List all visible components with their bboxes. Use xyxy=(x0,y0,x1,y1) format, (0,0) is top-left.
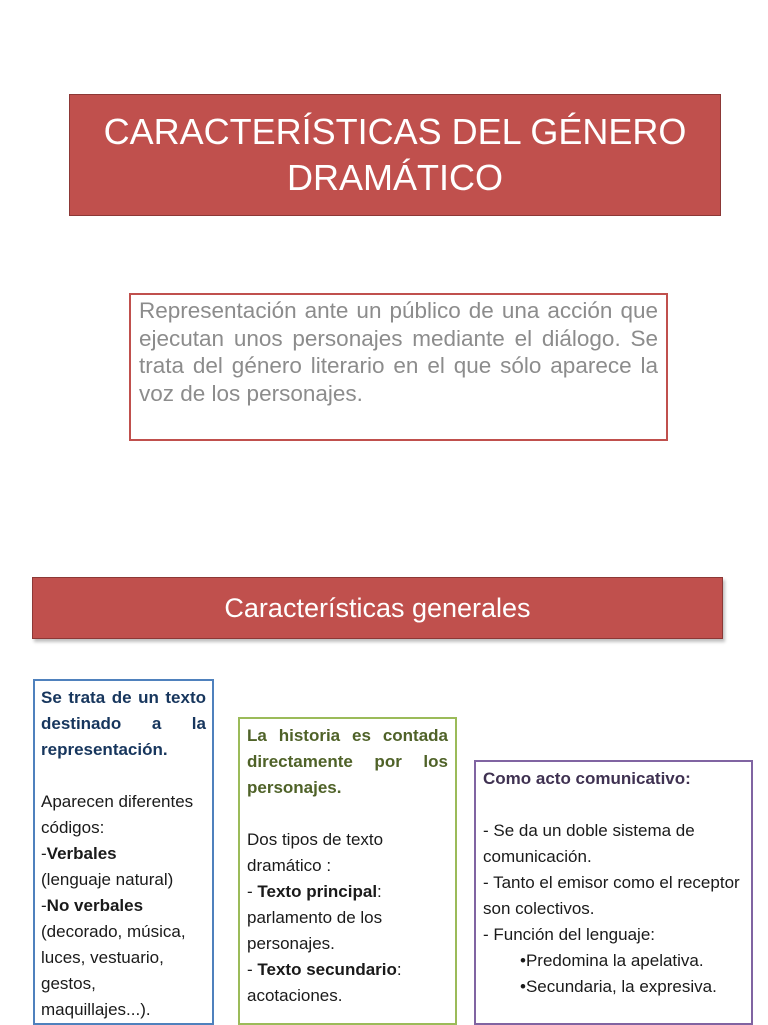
card-characters xyxy=(238,717,457,1025)
card-characters-heading: La historia es contada directamente por los personajes. xyxy=(247,726,448,797)
card-representation xyxy=(33,679,214,1025)
definition-box xyxy=(129,293,668,441)
verbal-line xyxy=(41,841,206,867)
verbal-label: Verbales xyxy=(46,844,117,863)
card-communication-heading: Como acto comunicativo: xyxy=(483,769,691,788)
list-item: - Se da un doble sistema de comunicación. xyxy=(483,821,695,866)
secondary-desc: : acotaciones. xyxy=(247,960,402,1005)
secondary-prefix: - xyxy=(247,960,258,979)
nonverbal-prefix: - xyxy=(41,896,47,915)
list-item: - Tanto el emisor como el receptor son colectivos. xyxy=(483,873,740,918)
section-header xyxy=(32,577,723,639)
principal-line xyxy=(247,879,448,957)
spacer xyxy=(247,801,448,827)
card-communication xyxy=(474,760,753,1025)
secondary-line xyxy=(247,957,448,1009)
secondary-label: Texto secundario xyxy=(257,960,397,979)
nonverbal-label: No verbales xyxy=(46,896,144,915)
verbal-desc: (lenguaje natural) xyxy=(41,870,174,889)
list-item: - Función del lenguaje: xyxy=(483,925,656,944)
sub-list-item: •Predomina la apelativa. xyxy=(520,951,704,970)
sub-list-item: •Secundaria, la expresiva. xyxy=(520,977,717,996)
card-characters-intro: Dos tipos de texto dramático : xyxy=(247,830,384,875)
verbal-prefix: - xyxy=(41,844,47,863)
section-header-text: Características generales xyxy=(224,592,531,623)
nonverbal-desc: (decorado, música, luces, vestuario, gestos, maquillajes...). xyxy=(41,922,186,1019)
nonverbal-line xyxy=(41,893,206,919)
spacer xyxy=(41,763,206,789)
card-representation-intro: Aparecen diferentes códigos: xyxy=(41,792,194,837)
card-representation-heading: Se trata de un texto destinado a la representación. xyxy=(41,688,206,759)
slide-title-text: CARACTERÍSTICAS DEL GÉNERO DRAMÁTICO xyxy=(103,111,687,198)
slide-title xyxy=(69,94,721,216)
principal-prefix: - xyxy=(247,882,258,901)
definition-text: Representación ante un público de una acción que ejecutan unos personajes mediante el diálogo. Se trata del género literario en el que sólo aparece la voz de los personajes. xyxy=(139,298,658,406)
spacer xyxy=(483,792,744,818)
principal-label: Texto principal xyxy=(257,882,378,901)
principal-desc: : parlamento de los personajes. xyxy=(247,882,383,953)
